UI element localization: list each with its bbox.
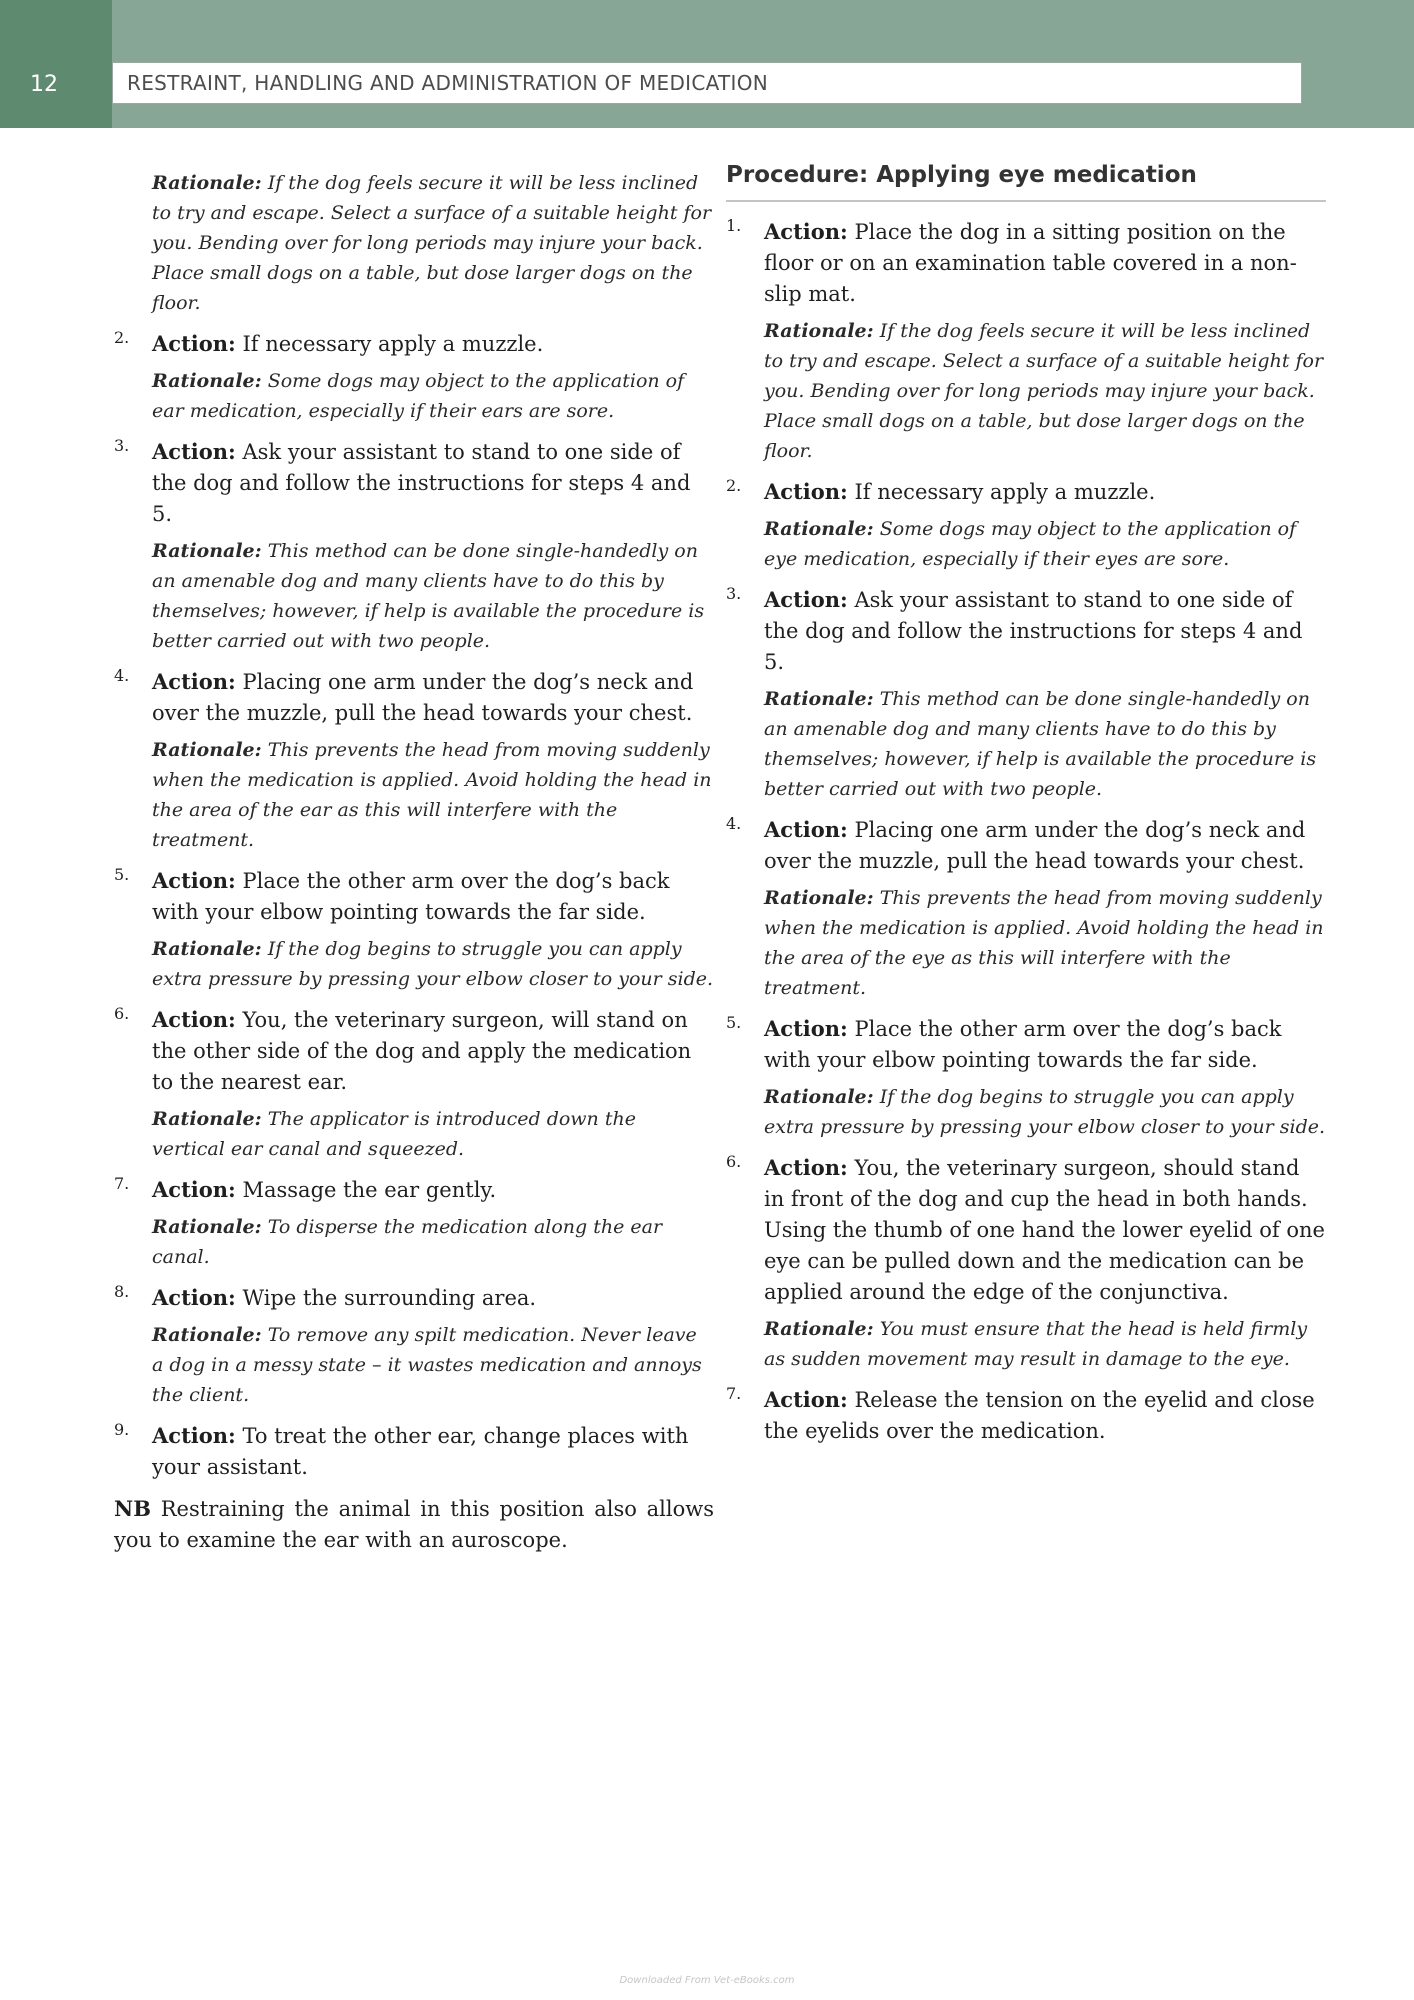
action-text: You, the veterinary surgeon, should stand in front of the dog and cup the head in both hands. Using the thumb of one hand the lower eyelid of one eye can be pulled down and the medication can be applied around the edge of the conjunctiva. [764, 1156, 1325, 1304]
rationale-label: Rationale: [764, 518, 874, 540]
action-label: Action: [764, 817, 848, 842]
step-action [152, 436, 714, 530]
rationale-label: Rationale: [764, 1086, 874, 1108]
action-text: If necessary apply a muzzle. [854, 480, 1156, 504]
rationale-text: The applicator is introduced down the vertical ear canal and squeezed. [152, 1108, 636, 1160]
step-number: 6. [726, 1152, 742, 1171]
action-label: Action: [152, 1007, 236, 1032]
step-item [726, 814, 1326, 1003]
step-number: 7. [114, 1174, 130, 1193]
action-label: Action: [152, 331, 236, 356]
action-label: Action: [764, 1155, 848, 1180]
step-rationale [764, 1082, 1326, 1142]
step-rationale [764, 684, 1326, 804]
rationale-label: Rationale: [764, 887, 874, 909]
step-rationale [152, 1320, 714, 1410]
step-item [726, 1013, 1326, 1142]
page-number-box [0, 0, 112, 128]
rationale-label: Rationale: [764, 320, 874, 342]
rationale-label: Rationale: [152, 1324, 262, 1346]
step-action [152, 1174, 714, 1206]
footer-credit: Downloaded From Vet-eBooks.com [619, 1975, 795, 1986]
rationale-text: Some dogs may object to the application of ear medication, especially if their ears are sore. [152, 370, 685, 422]
rationale-text: If the dog begins to struggle you can apply extra pressure by pressing your elbow closer to your side. [152, 938, 714, 990]
rationale-text: You must ensure that the head is held firmly as sudden movement may result in damage to the eye. [764, 1318, 1308, 1370]
step-rationale [764, 1314, 1326, 1374]
step-action [764, 1013, 1326, 1076]
step-number: 7. [726, 1384, 742, 1403]
running-head: RESTRAINT, HANDLING AND ADMINISTRATION OF MEDICATION [112, 62, 1302, 104]
action-text: Placing one arm under the dog’s neck and over the muzzle, pull the head towards your chest. [764, 818, 1306, 873]
step-number: 4. [114, 666, 130, 685]
action-label: Action: [764, 587, 848, 612]
action-text: Place the other arm over the dog’s back with your elbow pointing towards the far side. [152, 869, 670, 924]
action-text: Massage the ear gently. [242, 1178, 497, 1202]
rationale-label: Rationale: [764, 688, 874, 710]
step-rationale [764, 883, 1326, 1003]
step-action [152, 666, 714, 729]
step-item [726, 1384, 1326, 1447]
step-item [114, 1174, 714, 1272]
action-label: Action: [764, 1387, 848, 1412]
action-text: Place the other arm over the dog’s back with your elbow pointing towards the far side. [764, 1017, 1282, 1072]
action-label: Action: [152, 1423, 236, 1448]
rationale-text: This method can be done single-handedly on an amenable dog and many clients have to do this by themselves; however, if help is available the procedure is better carried out with two people. [764, 688, 1317, 800]
step-action [764, 584, 1326, 678]
action-label: Action: [764, 1016, 848, 1041]
action-text: If necessary apply a muzzle. [242, 332, 544, 356]
step-action [152, 328, 714, 360]
step-number: 5. [114, 865, 130, 884]
action-label: Action: [764, 219, 848, 244]
step-action [152, 865, 714, 928]
step-rationale [152, 735, 714, 855]
step-number: 3. [114, 436, 130, 455]
step-rationale [152, 536, 714, 656]
rationale-text: This prevents the head from moving suddenly when the medication is applied. Avoid holding the head in the area of the ear as this will interfere with the treatment. [152, 739, 712, 851]
step-item [114, 328, 714, 426]
step-item [726, 1152, 1326, 1374]
action-label: Action: [152, 439, 236, 464]
step-number: 2. [726, 476, 742, 495]
rationale-text: To disperse the medication along the ear canal. [152, 1216, 663, 1268]
right-column [726, 162, 1326, 1457]
step-action [764, 1152, 1326, 1308]
nb-label: NB [114, 1496, 151, 1521]
step-number: 3. [726, 584, 742, 603]
action-label: Action: [152, 1285, 236, 1310]
step-number: 4. [726, 814, 742, 833]
step-number: 2. [114, 328, 130, 347]
rationale-label: Rationale: [152, 938, 262, 960]
step-number: 6. [114, 1004, 130, 1023]
step-item [114, 865, 714, 994]
step-rationale [152, 1212, 714, 1272]
rationale-text: To remove any spilt medication. Never leave a dog in a messy state – it wastes medication and annoys the client. [152, 1324, 702, 1406]
step-number: 8. [114, 1282, 130, 1301]
page-number: 12 [30, 72, 58, 97]
step-item [726, 216, 1326, 466]
step-number: 1. [726, 216, 742, 235]
nb-note [114, 1493, 714, 1556]
step-action [152, 1420, 714, 1483]
rationale-label: Rationale: [152, 172, 262, 194]
step-rationale [152, 934, 714, 994]
step-action [764, 216, 1326, 310]
right-steps-list [726, 216, 1326, 1447]
step-rationale [152, 366, 714, 426]
rationale-label: Rationale: [152, 1108, 262, 1130]
step-number: 9. [114, 1420, 130, 1439]
step-rationale [764, 514, 1326, 574]
rationale-text: This method can be done single-handedly on an amenable dog and many clients have to do this by themselves; however, if help is available the procedure is better carried out with two people. [152, 540, 705, 652]
rationale-label: Rationale: [152, 739, 262, 761]
procedure-heading: Procedure: Applying eye medication [726, 162, 1326, 202]
step-rationale [764, 316, 1326, 466]
action-text: Ask your assistant to stand to one side of the dog and follow the instructions for steps 4 and 5. [764, 588, 1303, 674]
lead-rationale [152, 168, 714, 318]
rationale-label: Rationale: [764, 1318, 874, 1340]
nb-text: Restraining the animal in this position also allows you to examine the ear with an auroscope. [114, 1497, 714, 1552]
action-text: Wipe the surrounding area. [242, 1286, 537, 1310]
rationale-text: If the dog feels secure it will be less inclined to try and escape. Select a surface of a suitable height for you. Bending over for long periods may injure your back. Place small dogs on a table, but dose larger dogs on the floor. [764, 320, 1324, 462]
rationale-label: Rationale: [152, 370, 262, 392]
rationale-text: If the dog feels secure it will be less inclined to try and escape. Select a surface of a suitable height for you. Bending over for long periods may injure your back. Place small dogs on a table, but dose larger dogs on the floor. [152, 172, 712, 314]
action-text: Place the dog in a sitting position on the floor or on an examination table covered in a non-slip mat. [764, 220, 1297, 306]
action-text: Placing one arm under the dog’s neck and over the muzzle, pull the head towards your chest. [152, 670, 694, 725]
step-item [114, 666, 714, 855]
action-label: Action: [764, 479, 848, 504]
action-text: Release the tension on the eyelid and close the eyelids over the medication. [764, 1388, 1315, 1443]
rationale-label: Rationale: [152, 540, 262, 562]
step-action [152, 1282, 714, 1314]
step-action [152, 1004, 714, 1098]
action-label: Action: [152, 669, 236, 694]
step-item [726, 584, 1326, 804]
step-item [114, 436, 714, 656]
action-label: Action: [152, 1177, 236, 1202]
rationale-text: Some dogs may object to the application of eye medication, especially if their eyes are sore. [764, 518, 1297, 570]
step-action [764, 476, 1326, 508]
step-item [114, 1004, 714, 1164]
action-label: Action: [152, 868, 236, 893]
step-item [114, 1420, 714, 1483]
step-action [764, 814, 1326, 877]
rationale-text: This prevents the head from moving suddenly when the medication is applied. Avoid holding the head in the area of the eye as this will interfere with the treatment. [764, 887, 1324, 999]
action-text: To treat the other ear, change places with your assistant. [152, 1424, 689, 1479]
rationale-label: Rationale: [152, 1216, 262, 1238]
rationale-text: If the dog begins to struggle you can apply extra pressure by pressing your elbow closer to your side. [764, 1086, 1326, 1138]
step-item [114, 1282, 714, 1410]
step-number: 5. [726, 1013, 742, 1032]
action-text: You, the veterinary surgeon, will stand on the other side of the dog and apply the medication to the nearest ear. [152, 1008, 692, 1094]
step-rationale [152, 1104, 714, 1164]
step-action [764, 1384, 1326, 1447]
step-item [726, 476, 1326, 574]
action-text: Ask your assistant to stand to one side of the dog and follow the instructions for steps 4 and 5. [152, 440, 691, 526]
left-steps-list [114, 328, 714, 1483]
left-column [114, 162, 714, 1556]
